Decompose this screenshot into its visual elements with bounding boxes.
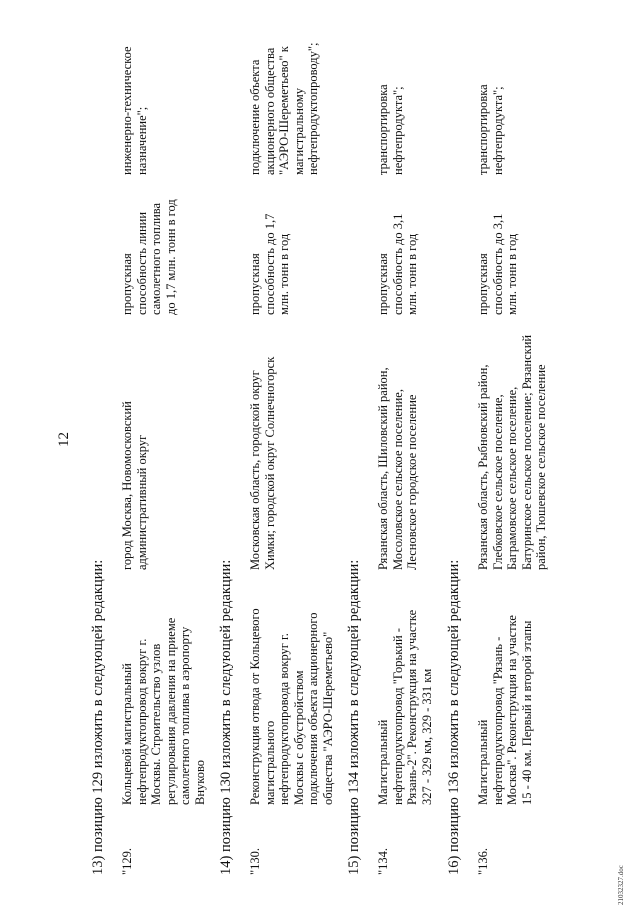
position-number: "130. [248,848,262,875]
object-capacity: пропускная способность линии самолетного топлива до 1,7 млн. тонн в год [120,199,178,315]
object-name: Магистральный нефтепродуктопровод "Горький - Рязань-2". Реконструкция на участке 327 - 329 км, 329 - 331 км [376,609,434,805]
object-purpose: подключение объекта акционерного общества "АЭРО-Шереметьево" к магистральному нефтепродуктопроводу"; [248,42,320,175]
object-purpose: инженерно-техническое назначение"; [120,46,149,175]
position-number: "134. [376,848,390,875]
object-location: Рязанская область, Шиловский район, Мосоловское сельское поселение, Лесновское городское поселение [376,367,419,570]
object-purpose: транспортировка нефтепродукта"; [376,84,405,175]
object-name: Реконструкция отвода от Кольцевого магистрального нефтепродуктопровода вокруг г. Москвы с обустройством подключения объекта акционерного общества "АЭРО-Шереметьево" [248,608,335,805]
page-number: 12 [56,432,72,447]
object-name: Кольцевой магистральный нефтепродуктопровод вокруг г. Москвы. Строительство узлов регулирования давления на приеме самолетного топлива в аэропорту Внуково [120,617,207,805]
section-heading: 13) позицию 129 изложить в следующей редакции: [90,559,106,875]
position-number: "136. [476,848,490,875]
section-heading: 16) позицию 136 изложить в следующей редакции: [446,559,462,875]
object-location: Рязанская область, Рыбновский район, Глебковское сельское поселение, Баграмовское сельское поселение, Батуринское сельское поселение; Рязанский район, Тюшевское сельское поселение [476,334,548,570]
object-location: город Москва, Новомосковский административный округ [120,401,149,570]
object-capacity: пропускная способность до 3,1 млн. тонн в год [476,213,519,315]
object-capacity: пропускная способность до 3,1 млн. тонн в год [376,213,419,315]
object-capacity: пропускная способность до 1,7 млн. тонн в год [248,213,291,315]
object-name: Магистральный нефтепродуктопровод "Рязань - Москва". Реконструкция на участке 15 - 40 км. Первый и второй этапы [476,615,534,805]
position-number: "129. [120,848,134,875]
object-location: Московская область, городской округ Химки; городской округ Солнечногорск [248,356,277,570]
section-heading: 15) позицию 134 изложить в следующей редакции: [346,559,362,875]
object-purpose: транспортировка нефтепродукта"; [476,84,505,175]
document-filename: 21032327.doc [617,865,625,905]
section-heading: 14) позицию 130 изложить в следующей редакции: [218,559,234,875]
